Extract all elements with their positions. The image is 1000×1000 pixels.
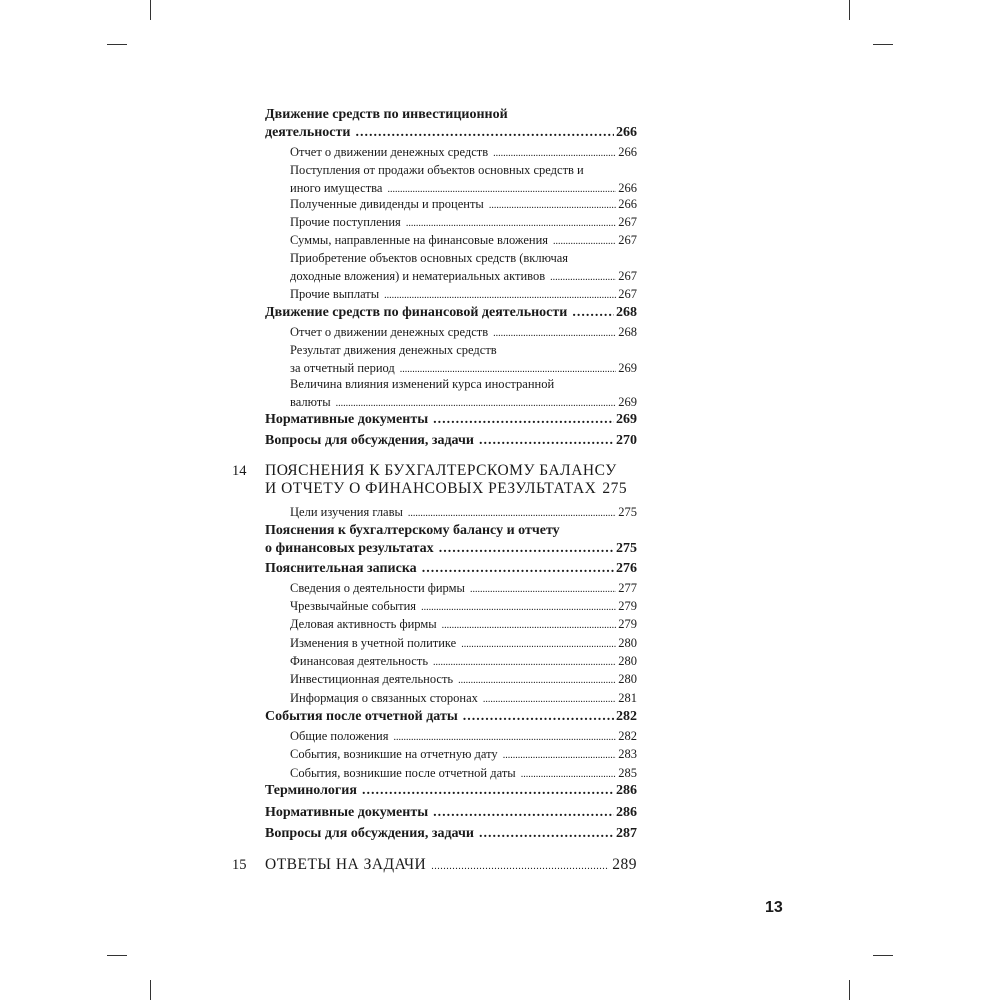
toc-subentry (290, 689, 637, 709)
toc-title: за отчетный период (290, 361, 395, 375)
toc-title: Прочие поступления (290, 215, 401, 229)
crop-mark (107, 44, 127, 45)
toc-title-line: Величина влияния изменений курса иностранной (290, 377, 555, 391)
toc-section (265, 432, 637, 450)
toc-page-number: 268 (616, 305, 637, 320)
toc-page-number: 280 (618, 654, 637, 668)
toc-title: Изменения в учетной политике (290, 636, 457, 650)
toc-title: Нормативные документы (265, 412, 429, 427)
toc-section (265, 782, 637, 800)
toc-subentry (290, 597, 637, 617)
toc-page-number: 289 (612, 856, 637, 873)
toc-subentry (290, 579, 637, 599)
toc-title: Вопросы для обсуждения, задачи (265, 433, 474, 448)
toc-title: иного имущества (290, 181, 383, 195)
toc-page-number: 266 (618, 181, 637, 195)
toc-leader (408, 505, 616, 523)
toc-page-number: 268 (618, 325, 637, 339)
toc-leader (479, 432, 614, 450)
toc-section (265, 804, 637, 822)
toc-page-number: 269 (618, 361, 637, 375)
toc-page-number: 267 (618, 269, 637, 283)
toc-title: Чрезвычайные события (290, 599, 417, 613)
toc-page-number: 266 (618, 145, 637, 159)
toc-leader (439, 540, 614, 558)
toc-subentry (290, 249, 637, 287)
toc-subentry (290, 323, 637, 343)
toc-title: События после отчетной даты (265, 709, 458, 724)
toc-title: Пояснительная записка (265, 561, 417, 576)
toc-title: И ОТЧЕТУ О ФИНАНСОВЫХ РЕЗУЛЬТАТАХ (265, 480, 597, 497)
toc-subentry (290, 285, 637, 305)
crop-mark (107, 955, 127, 956)
toc-leader (458, 672, 616, 690)
toc-page-number: 269 (616, 412, 637, 427)
toc-page-number: 279 (618, 617, 637, 631)
crop-mark (150, 0, 151, 20)
toc-page-number: 275 (618, 505, 637, 519)
toc-title: валюты (290, 395, 331, 409)
toc-leader (433, 804, 614, 822)
toc-section (265, 825, 637, 843)
toc-title-line: Приобретение объектов основных средств (включая (290, 251, 569, 265)
toc-chapter (265, 856, 637, 876)
toc-title: Общие положения (290, 729, 389, 743)
toc-leader (483, 691, 616, 709)
toc-title: События, возникшие после отчетной даты (290, 766, 516, 780)
toc-title: доходные вложения) и нематериальных активов (290, 269, 546, 283)
toc-title: Финансовая деятельность (290, 654, 429, 668)
toc-subentry (290, 375, 637, 413)
crop-mark (150, 980, 151, 1000)
toc-title: Отчет о движении денежных средств (290, 145, 489, 159)
toc-title: деятельности (265, 125, 351, 140)
crop-mark (849, 980, 850, 1000)
toc-title-line: ПОЯСНЕНИЯ К БУХГАЛТЕРСКОМУ БАЛАНСУ (265, 462, 617, 479)
toc-title: о финансовых результатах (265, 541, 434, 556)
toc-leader (572, 304, 614, 322)
toc-page-number: 285 (618, 766, 637, 780)
toc-title-line: Результат движения денежных средств (290, 343, 497, 357)
toc-subentry (290, 195, 637, 215)
chapter-number: 14 (232, 463, 247, 479)
toc-page-number: 269 (618, 395, 637, 409)
toc-title: Терминология (265, 783, 357, 798)
toc-leader (503, 747, 617, 765)
toc-page-number: 277 (618, 581, 637, 595)
toc-title-line: Движение средств по инвестиционной (265, 107, 508, 122)
toc-subentry (290, 231, 637, 251)
crop-mark (873, 44, 893, 45)
toc-leader (362, 782, 614, 800)
toc-title: Нормативные документы (265, 805, 429, 820)
toc-page-number: 267 (618, 287, 637, 301)
toc-subentry (290, 143, 637, 163)
toc-page-number: 287 (616, 826, 637, 841)
toc-leader (422, 560, 614, 578)
toc-subentry (290, 670, 637, 690)
toc-page-number: 281 (618, 691, 637, 705)
toc-title: Движение средств по финансовой деятельности (265, 305, 568, 320)
toc-subentry (290, 615, 637, 635)
toc-section (265, 708, 637, 726)
toc-title: Суммы, направленные на финансовые вложения (290, 233, 549, 247)
toc-title: Деловая активность фирмы (290, 617, 437, 631)
toc-subentry (290, 745, 637, 765)
page-number: 13 (765, 899, 783, 916)
toc-title: Полученные дивиденды и проценты (290, 197, 484, 211)
toc-section (265, 560, 637, 578)
toc-title-line: Поступления от продажи объектов основных средств и (290, 163, 584, 177)
toc-leader (431, 858, 609, 876)
toc-page-number: 276 (616, 561, 637, 576)
toc-subentry (290, 634, 637, 654)
toc-subentry (290, 341, 637, 379)
toc-title: Инвестиционная деятельность (290, 672, 454, 686)
toc-subentry (290, 764, 637, 784)
toc-page-number: 267 (618, 233, 637, 247)
toc-section (265, 304, 637, 322)
toc-chapter (265, 462, 637, 500)
toc-leader (384, 287, 616, 305)
toc-title-line: Пояснения к бухгалтерскому балансу и отчету (265, 523, 560, 538)
toc-page-number: 275 (602, 480, 628, 497)
toc-subentry (290, 161, 637, 199)
toc-title: Отчет о движении денежных средств (290, 325, 489, 339)
toc-section (265, 106, 637, 142)
toc-title: Вопросы для обсуждения, задачи (265, 826, 474, 841)
toc-title: Сведения о деятельности фирмы (290, 581, 465, 595)
toc-page-number: 282 (616, 709, 637, 724)
toc-page-number: 267 (618, 215, 637, 229)
toc-page-number: 266 (618, 197, 637, 211)
toc-page-number: 275 (616, 541, 637, 556)
toc-leader (355, 124, 614, 142)
toc-leader (463, 708, 614, 726)
toc-page-number: 283 (618, 747, 637, 761)
toc-page-number: 270 (616, 433, 637, 448)
toc-title: Информация о связанных сторонах (290, 691, 478, 705)
toc-title: ОТВЕТЫ НА ЗАДАЧИ (265, 856, 427, 873)
toc-subentry (290, 727, 637, 747)
crop-mark (873, 955, 893, 956)
toc-title: События, возникшие на отчетную дату (290, 747, 498, 761)
toc-leader (479, 825, 614, 843)
toc-page-number: 286 (616, 805, 637, 820)
toc-title: Прочие выплаты (290, 287, 380, 301)
toc-leader (433, 411, 614, 429)
toc-section (265, 522, 637, 558)
toc-page-number: 282 (618, 729, 637, 743)
toc-subentry (290, 652, 637, 672)
toc-title: Цели изучения главы (290, 505, 403, 519)
toc-subentry (290, 503, 637, 523)
crop-mark (849, 0, 850, 20)
toc-page-number: 280 (618, 672, 637, 686)
chapter-number: 15 (232, 857, 247, 873)
toc-section (265, 411, 637, 429)
toc-subentry (290, 213, 637, 233)
toc-page-number: 286 (616, 783, 637, 798)
toc-page-number: 279 (618, 599, 637, 613)
toc-leader (442, 617, 617, 635)
toc-page-number: 280 (618, 636, 637, 650)
toc-page-number: 266 (616, 125, 637, 140)
